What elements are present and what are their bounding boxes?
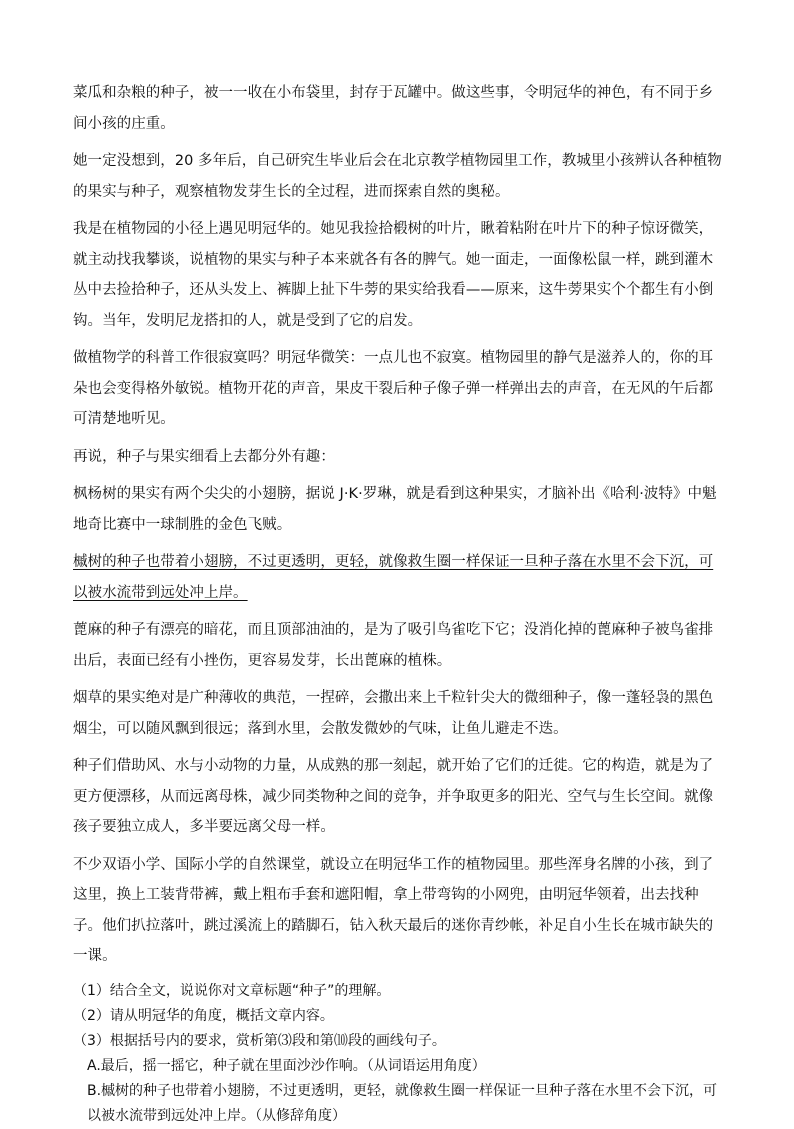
paragraph-7-underlined: 槭树的种子也带着小翅膀，不过更透明，更轻，就像救生圈一样保证一旦种子落在水里不会下沉，可以被水流带到远处冲上岸。 (73, 554, 714, 601)
paragraph-10: 种子们借助风、水与小动物的力量，从成熟的那一刻起，就开始了它们的迁徙。它的构造，就是为了更方便漂移，从而远离母株，减少同类物种之间的竞争，并争取更多的阳光、空气与生长空间。就像孩子要独立成人，多半要远离父母一样。 (73, 758, 714, 835)
paragraph-6: 枫杨树的果实有两个尖尖的小翅膀，据说 J·K·罗琳，就是看到这种果实，才脑补出《哈利·波特》中魁地奇比赛中一球制胜的金色飞贼。 (73, 486, 717, 533)
paragraph-2: 她一定没想到，20 多年后，自己研究生毕业后会在北京教学植物园里工作，教城里小孩辨认各种植物的果实与种子，观察植物发芽生长的全过程，进而探索自然的奥秘。 (73, 153, 722, 200)
paragraph-3: 我是在植物园的小径上遇见明冠华的。她见我捡拾椴树的叶片，瞅着粘附在叶片下的种子惊讶微笑，就主动找我攀谈，说植物的果实与种子本来就各有各的脾气。她一面走，一面像松鼠一样，跳到灌木丛中去捡拾种子，还从头发上、裤脚上扯下牛蒡的果实给我看——原来，这牛蒡果实个个都生有小倒钩。当年，发明尼龙搭扣的人，就是受到了它的启发。 (73, 221, 714, 329)
paragraph-4: 做植物学的科普工作很寂寞吗？明冠华微笑：一点儿也不寂寞。植物园里的静气是滋养人的，你的耳朵也会变得格外敏锐。植物开花的声音，果皮干裂后种子像子弹一样弹出去的声音，在无风的午后都可清楚地听见。 (73, 350, 714, 427)
paragraph-5: 再说，种子与果实细看上去都分外有趣： (73, 448, 335, 465)
paragraph-8: 蓖麻的种子有漂亮的暗花，而且顶部油油的，是为了吸引鸟雀吃下它；没消化掉的蓖麻种子被鸟雀排出后，表面已经有小挫伤，更容易发芽，长出蓖麻的植株。 (73, 622, 714, 669)
question-3-option-b-line-2: 以被水流带到远处冲上岸。（从修辞角度） (87, 1107, 346, 1124)
questions-section (73, 979, 727, 1129)
question-2: （2）请从明冠华的角度，概括文章内容。 (73, 1007, 334, 1024)
article-body (73, 78, 727, 1129)
paragraph-1: 菜瓜和杂粮的种子，被一一收在小布袋里，封存于瓦罐中。做这些事，令明冠华的神色，有不同于乡间小孩的庄重。 (73, 85, 714, 132)
paragraph-9: 烟草的果实绝对是广种薄收的典范，一捏碎，会撒出来上千粒针尖大的微细种子，像一蓬轻袅的黑色烟尘，可以随风飘到很远；落到水里，会散发微妙的气味，让鱼儿避走不迭。 (73, 690, 714, 737)
question-3: （3）根据括号内的要求，赏析第⑶段和第⑽段的画线句子。 (73, 1032, 446, 1049)
question-3-option-b-line-1: B.槭树的种子也带着小翅膀，不过更透明，更轻，就像救生圈一样保证一旦种子落在水里不会下沉，可 (87, 1082, 718, 1099)
paragraph-11: 不少双语小学、国际小学的自然课堂，就设立在明冠华工作的植物园里。那些浑身名牌的小孩，到了这里，换上工装背带裤，戴上粗布手套和遮阳帽，拿上带弯钩的小网兜，由明冠华领着，出去找种子。他们扒拉落叶，跳过溪流上的踏脚石，钻入秋天最后的迷你青纱帐，补足自小生长在城市缺失的一课。 (73, 856, 714, 964)
question-1: （1）结合全文，说说你对文章标题“种子”的理解。 (73, 982, 391, 999)
question-3-option-a: A.最后，摇一摇它，种子就在里面沙沙作响。（从词语运用角度） (87, 1057, 486, 1074)
